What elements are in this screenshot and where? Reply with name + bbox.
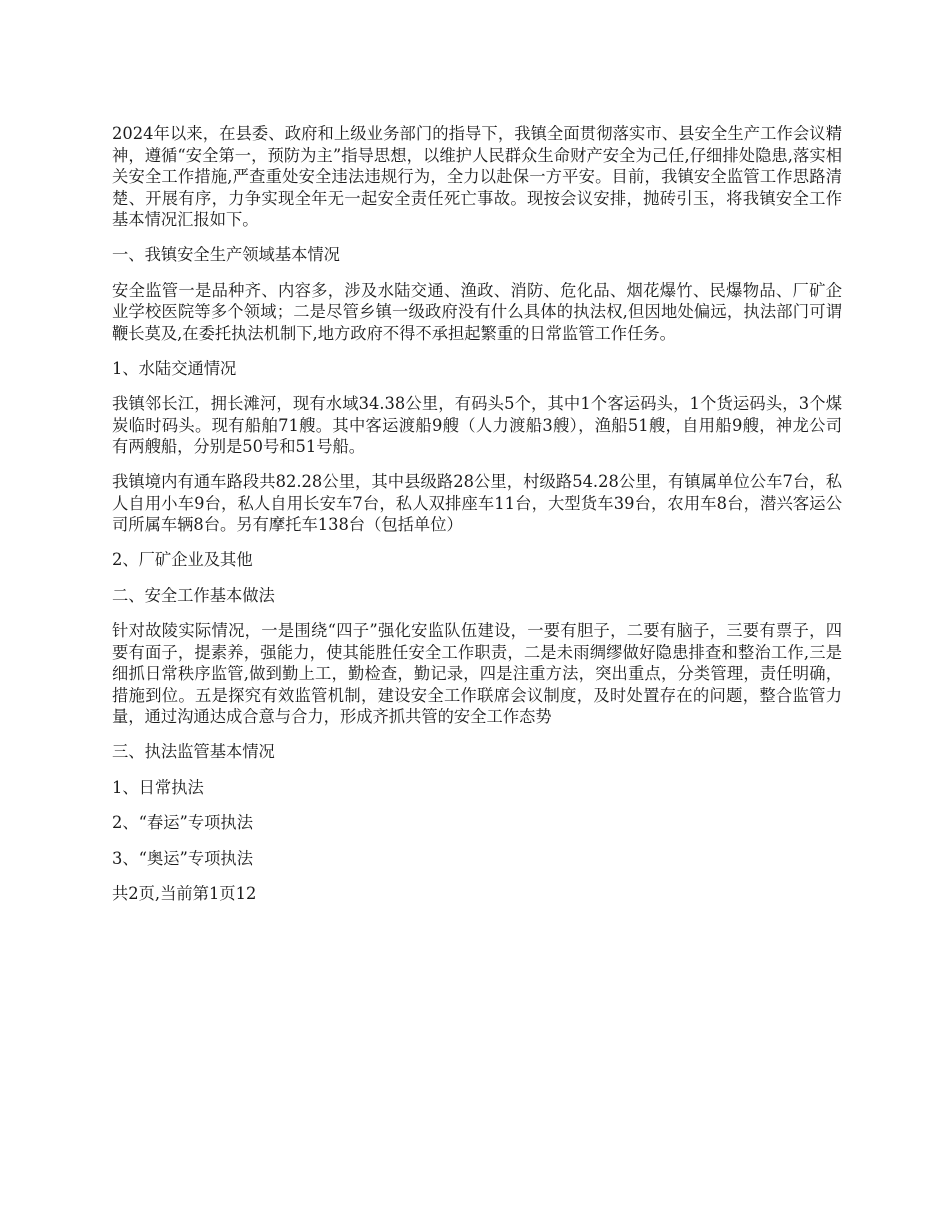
section-1-paragraph: 安全监管一是品种齐、内容多，涉及水陆交通、渔政、消防、危化品、烟花爆竹、民爆物品、厂矿企业学校医院等多个领域；二是尽管乡镇一级政府没有什么具体的执法权,但因地处偏远，执法部门可谓鞭长莫及,在委托执法机制下,地方政府不得不承担起繁重的日常监管工作任务。 — [112, 280, 842, 343]
section-3-heading: 三、执法监管基本情况 — [112, 742, 275, 761]
section-3-item-olympics: 3、“奥运”专项执法 — [112, 848, 253, 868]
intro-paragraph: 2024年以来，在县委、政府和上级业务部门的指导下，我镇全面贯彻落实市、县安全生产工作会议精神，遵循“安全第一，预防为主”指导思想，以维护人民群众生命财产安全为己任,仔细排处隐患,落实相关安全工作措施,严查重处安全违法违规行为，全力以赴保一方平安。目前，我镇安全监管工作思路清楚、开展有序，力争实现全年无一起安全责任死亡事故。现按会议安排，抛砖引玉，将我镇安全工作基本情况汇报如下。 — [112, 124, 842, 229]
section-1-heading: 一、我镇安全生产领域基本情况 — [112, 245, 340, 264]
section-3-item-spring: 2、“春运”专项执法 — [112, 813, 253, 832]
section-2-paragraph: 针对故陵实际情况，一是围绕“四子”强化安监队伍建设，一要有胆子，二要有脑子，三要有票子，四要有面子，提素养，强能力，使其能胜任安全工作职责，二是未雨绸缪做好隐患排查和整治工作,三是细抓日常秩序监管,做到勤上工，勤检查，勤记录，四是注重方法，突出重点，分类管理，责任明确，措施到位。五是探究有效监管机制，建设安全工作联席会议制度，及时处置存在的问题，整合监管力量，通过沟通达成合意与合力，形成齐抓共管的安全工作态势 — [112, 621, 842, 726]
subsection-2-heading: 2、厂矿企业及其他 — [112, 550, 253, 569]
section-3-item-daily: 1、日常执法 — [112, 777, 204, 797]
section-2-heading: 二、安全工作基本做法 — [112, 585, 275, 605]
subsection-1-paragraph-waterways: 我镇邻长江，拥长滩河，现有水域34.38公里，有码头5个，其中1个客运码头，1个货运码头，3个煤炭临时码头。现有船舶71艘。其中客运渡船9艘（人力渡船3艘），渔船51艘，自用船9艘，神龙公司有两艘船，分别是50号和51号船。 — [112, 394, 842, 456]
subsection-1-paragraph-roads: 我镇境内有通车路段共82.28公里，其中县级路28公里，村级路54.28公里，有镇属单位公车7台，私人自用小车9台，私人自用长安车7台，私人双排座车11台，大型货车39台，农用车8台，潜兴客运公司所属车辆8台。另有摩托车138台（包括单位） — [112, 472, 842, 534]
document-body — [112, 123, 842, 918]
page-indicator: 共2页,当前第1页12 — [112, 884, 257, 903]
subsection-1-heading: 1、水陆交通情况 — [112, 358, 237, 378]
